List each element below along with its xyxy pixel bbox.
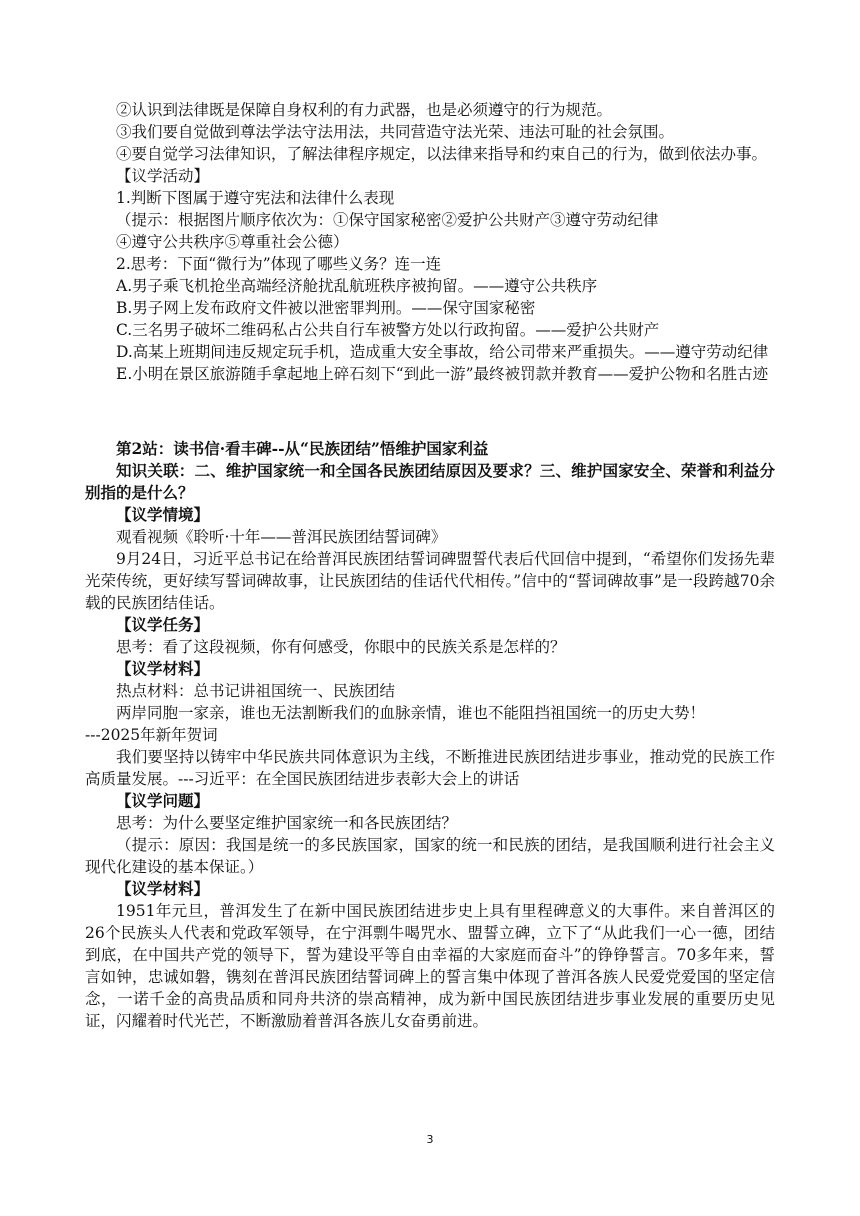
paragraph: 1951年元旦，普洱发生了在新中国民族团结进步史上具有里程碑意义的大事件。来自普洱区的26个民族头人代表和党政军领导，在宁洱剽牛喝咒水、盟誓立碑，立下了“从此我们一心一德，团结到底，在中国共产党的领导下，誓为建设平等自由幸福的大家庭而奋斗”的铮铮誓言。70多年来，誓言如钟，忠诚如磐，镌刻在普洱民族团结誓词碑上的誓言集中体现了普洱各族人民爱党爱国的坚定信念，一诺千金的高贵品质和同舟共济的崇高精神，成为新中国民族团结进步事业发展的重要历史见证，闪耀着时代光芒，不断激励着普洱各族儿女奋勇前进。 bbox=[85, 902, 775, 1030]
page-number: 3 bbox=[426, 1133, 434, 1146]
paragraph: ④要自觉学习法律知识，了解法律程序规定，以法律来指导和约束自己的行为，做到依法办事。 bbox=[116, 145, 768, 163]
section-heading: 【议学任务】 bbox=[116, 615, 210, 634]
section-heading: 【议学情境】 bbox=[116, 505, 210, 524]
paragraph: ②认识到法律既是保障自身权利的有力武器，也是必须遵守的行为规范。 bbox=[116, 101, 613, 119]
section-heading: 第2站：读书信·看丰碑--从“民族团结”悟维护国家利益 bbox=[116, 439, 489, 458]
paragraph: C.三名男子破坏二维码私占公共自行车被警方处以行政拘留。——爱护公共财产 bbox=[116, 321, 660, 339]
paragraph: （提示：根据图片顺序依次为：①保守国家秘密②爱护公共财产③遵守劳动纪律 bbox=[116, 211, 659, 229]
paragraph: 热点材料：总书记讲祖国统一、民族团结 bbox=[116, 682, 396, 700]
section-heading: 【议学材料】 bbox=[116, 879, 210, 898]
paragraph: 观看视频《聆听·十年——普洱民族团结誓词碑》 bbox=[116, 528, 447, 546]
paragraph: B.男子网上发布政府文件被以泄密罪判刑。——保守国家秘密 bbox=[116, 299, 536, 317]
paragraph: 思考：为什么要坚定维护国家统一和各民族团结？ bbox=[116, 814, 458, 832]
paragraph: E.小明在景区旅游随手拿起地上碎石刻下“到此一游”最终被罚款并教育——爱护公物和名胜古迹 bbox=[116, 365, 769, 383]
paragraph: 两岸同胞一家亲，谁也无法割断我们的血脉亲情，谁也不能阻挡祖国统一的历史大势！ bbox=[116, 704, 706, 722]
paragraph: ---2025年新年贺词 bbox=[85, 726, 218, 744]
paragraph: 2.思考：下面“微行为”体现了哪些义务？连一连 bbox=[116, 255, 442, 273]
paragraph: 【议学活动】 bbox=[116, 167, 210, 185]
paragraph: A.男子乘飞机抢坐高端经济舱扰乱航班秩序被拘留。——遵守公共秩序 bbox=[116, 277, 598, 295]
section-heading: 【议学问题】 bbox=[116, 791, 210, 810]
paragraph: ③我们要自觉做到尊法学法守法用法，共同营造守法光荣、违法可耻的社会氛围。 bbox=[116, 123, 675, 141]
paragraph: 9月24日，习近平总书记在给普洱民族团结誓词碑盟誓代表后代回信中提到，“希望你们发扬先辈光荣传统，更好续写誓词碑故事，让民族团结的佳话代代相传。”信中的“誓词碑故事”是一段跨越70余载的民族团结佳话。 bbox=[85, 550, 775, 612]
section-heading: 知识关联：二、维护国家统一和全国各民族团结原因及要求？三、维护国家安全、荣誉和利益分别指的是什么？ bbox=[85, 461, 775, 502]
document-body bbox=[85, 99, 775, 1032]
paragraph-spacer bbox=[85, 401, 775, 423]
paragraph: （提示：原因：我国是统一的多民族国家，国家的统一和民族的团结，是我国顺利进行社会主义现代化建设的基本保证。） bbox=[85, 836, 775, 876]
paragraph: 思考：看了这段视频，你有何感受，你眼中的民族关系是怎样的？ bbox=[116, 638, 566, 656]
paragraph: D.高某上班期间违反规定玩手机，造成重大安全事故，给公司带来严重损失。——遵守劳动纪律 bbox=[116, 343, 769, 361]
section-heading: 【议学材料】 bbox=[116, 659, 210, 678]
paragraph: ④遵守公共秩序⑤尊重社会公德） bbox=[116, 233, 349, 251]
paragraph: 1.判断下图属于遵守宪法和法律什么表现 bbox=[116, 189, 395, 207]
paragraph: 我们要坚持以铸牢中华民族共同体意识为主线，不断推进民族团结进步事业，推动党的民族工作高质量发展。---习近平：在全国民族团结进步表彰大会上的讲话 bbox=[85, 748, 775, 788]
